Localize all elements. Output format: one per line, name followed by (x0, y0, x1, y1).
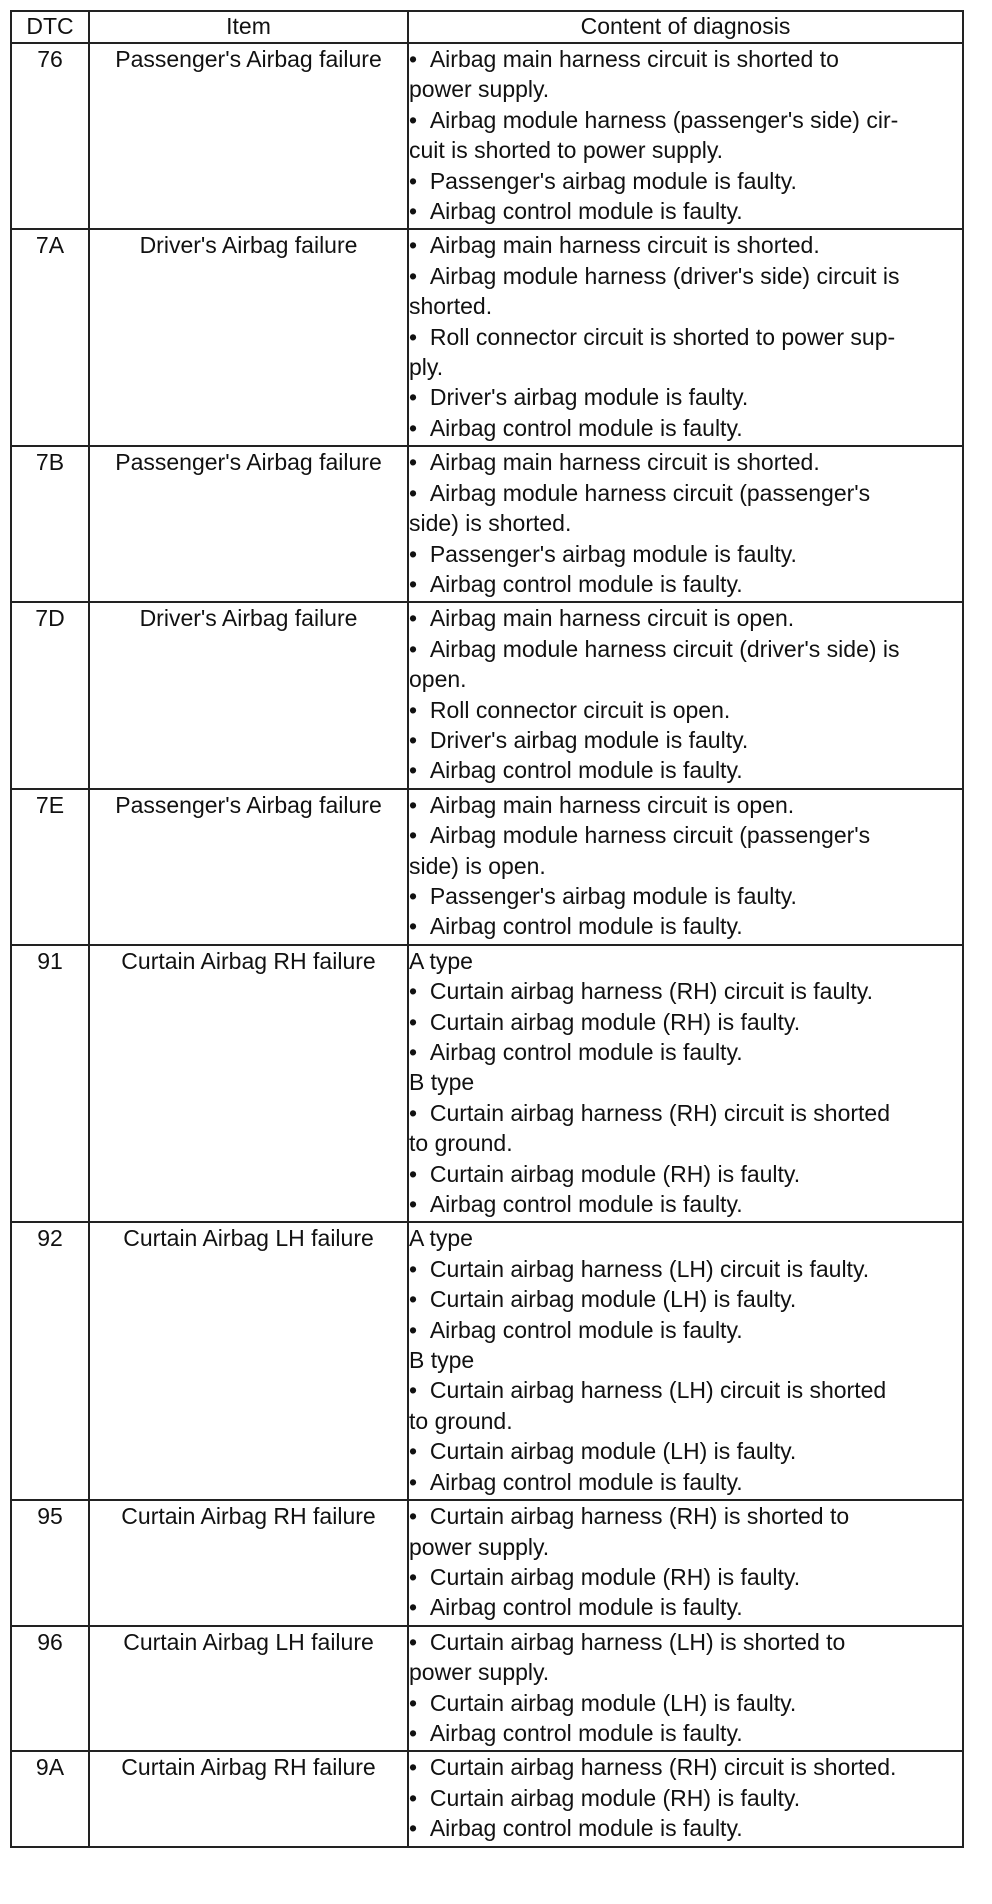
item-cell: Driver's Airbag failure (89, 602, 408, 788)
dtc-code-cell: 91 (11, 945, 89, 1223)
table-row (11, 1751, 963, 1846)
item-cell: Driver's Airbag failure (89, 229, 408, 446)
diagnosis-text-line: power supply. (409, 1533, 550, 1560)
dtc-code-cell: 95 (11, 1500, 89, 1626)
diagnosis-bullet-line: • Driver's airbag module is faulty. (409, 725, 962, 755)
diagnosis-bullet-line: • Curtain airbag module (RH) is faulty. (409, 1562, 962, 1592)
diagnosis-bullet-line: • Curtain airbag module (LH) is faulty. (409, 1284, 962, 1314)
header-content: Content of diagnosis (408, 11, 963, 43)
diagnosis-bullet-line: • Airbag control module is faulty. (409, 413, 962, 443)
diagnosis-text-line: open. (409, 666, 467, 693)
table-body (11, 43, 963, 1847)
diagnosis-content-cell (408, 789, 963, 945)
diagnosis-bullet-line: • Airbag module harness (driver's side) circuit is (409, 261, 962, 291)
diagnosis-bullet-line: • Curtain airbag module (RH) is faulty. (409, 1007, 962, 1037)
diagnosis-bullet-line: • Curtain airbag harness (LH) circuit is shorted (409, 1375, 962, 1405)
diagnosis-bullet-line: • Airbag main harness circuit is open. (409, 603, 962, 633)
diagnosis-content-cell (408, 1500, 963, 1626)
dtc-code-cell: 7A (11, 229, 89, 446)
diagnosis-text-line: B type (409, 1347, 475, 1374)
item-cell: Curtain Airbag RH failure (89, 1500, 408, 1626)
table-row (11, 945, 963, 1223)
dtc-code-cell: 7D (11, 602, 89, 788)
diagnosis-text-line: cuit is shorted to power supply. (409, 137, 724, 164)
diagnosis-bullet-line: • Airbag module harness (passenger's side) cir- (409, 105, 962, 135)
diagnosis-text-line: power supply. (409, 1659, 550, 1686)
diagnosis-bullet-line: • Airbag module harness circuit (passenger's (409, 820, 962, 850)
table-row (11, 1500, 963, 1626)
table-row (11, 1222, 963, 1500)
diagnosis-bullet-line: • Curtain airbag module (RH) is faulty. (409, 1783, 962, 1813)
diagnosis-content-cell (408, 1751, 963, 1846)
diagnosis-bullet-line: • Airbag control module is faulty. (409, 1718, 962, 1748)
dtc-code-cell: 92 (11, 1222, 89, 1500)
diagnosis-bullet-line: • Airbag control module is faulty. (409, 1592, 962, 1622)
diagnosis-bullet-line: • Curtain airbag harness (RH) is shorted to (409, 1501, 962, 1531)
diagnosis-text-line: to ground. (409, 1407, 513, 1434)
diagnosis-bullet-line: • Passenger's airbag module is faulty. (409, 166, 962, 196)
table-header-row (11, 11, 963, 43)
diagnosis-bullet-line: • Curtain airbag harness (RH) circuit is shorted. (409, 1752, 962, 1782)
diagnosis-bullet-line: • Curtain airbag harness (LH) circuit is faulty. (409, 1254, 962, 1284)
table-row (11, 43, 963, 229)
diagnosis-bullet-line: • Airbag control module is faulty. (409, 1189, 962, 1219)
diagnosis-bullet-line: • Curtain airbag harness (RH) circuit is shorted (409, 1098, 962, 1128)
diagnosis-bullet-line: • Passenger's airbag module is faulty. (409, 539, 962, 569)
diagnosis-bullet-line: • Airbag module harness circuit (driver's side) is (409, 634, 962, 664)
diagnosis-bullet-line: • Curtain airbag harness (RH) circuit is faulty. (409, 976, 962, 1006)
item-cell: Passenger's Airbag failure (89, 43, 408, 229)
diagnosis-bullet-line: • Curtain airbag module (LH) is faulty. (409, 1436, 962, 1466)
diagnosis-bullet-line: • Airbag control module is faulty. (409, 569, 962, 599)
diagnosis-content-cell (408, 446, 963, 602)
diagnosis-text-line: A type (409, 1225, 473, 1252)
table-row (11, 446, 963, 602)
diagnosis-bullet-line: • Airbag control module is faulty. (409, 755, 962, 785)
diagnosis-content-cell (408, 1222, 963, 1500)
diagnosis-bullet-line: • Airbag control module is faulty. (409, 1467, 962, 1497)
diagnosis-content-cell (408, 43, 963, 229)
header-dtc: DTC (11, 11, 89, 43)
diagnosis-bullet-line: • Airbag control module is faulty. (409, 1813, 962, 1843)
dtc-code-cell: 96 (11, 1626, 89, 1752)
diagnosis-bullet-line: • Roll connector circuit is open. (409, 695, 962, 725)
diagnosis-content-cell (408, 229, 963, 446)
item-cell: Curtain Airbag LH failure (89, 1222, 408, 1500)
diagnosis-bullet-line: • Airbag control module is faulty. (409, 1037, 962, 1067)
item-cell: Passenger's Airbag failure (89, 789, 408, 945)
dtc-code-cell: 7B (11, 446, 89, 602)
diagnosis-bullet-line: • Airbag control module is faulty. (409, 911, 962, 941)
item-cell: Passenger's Airbag failure (89, 446, 408, 602)
dtc-code-cell: 9A (11, 1751, 89, 1846)
diagnosis-bullet-line: • Driver's airbag module is faulty. (409, 382, 962, 412)
diagnosis-text-line: B type (409, 1069, 475, 1096)
document-page (10, 10, 962, 1848)
diagnosis-bullet-line: • Airbag main harness circuit is shorted. (409, 447, 962, 477)
table-row (11, 602, 963, 788)
diagnosis-bullet-line: • Curtain airbag module (RH) is faulty. (409, 1159, 962, 1189)
diagnosis-bullet-line: • Airbag main harness circuit is open. (409, 790, 962, 820)
diagnosis-text-line: A type (409, 947, 473, 974)
dtc-code-cell: 7E (11, 789, 89, 945)
diagnosis-bullet-line: • Curtain airbag harness (LH) is shorted to (409, 1627, 962, 1657)
diagnosis-bullet-line: • Airbag main harness circuit is shorted to (409, 44, 962, 74)
dtc-code-cell: 76 (11, 43, 89, 229)
diagnosis-text-line: shorted. (409, 293, 493, 320)
item-cell: Curtain Airbag LH failure (89, 1626, 408, 1752)
diagnosis-content-cell (408, 602, 963, 788)
diagnosis-text-line: side) is open. (409, 852, 546, 879)
diagnosis-bullet-line: • Airbag control module is faulty. (409, 196, 962, 226)
dtc-diagnosis-table (10, 10, 964, 1848)
table-row (11, 1626, 963, 1752)
diagnosis-bullet-line: • Curtain airbag module (LH) is faulty. (409, 1688, 962, 1718)
diagnosis-text-line: power supply. (409, 76, 550, 103)
diagnosis-content-cell (408, 945, 963, 1223)
diagnosis-bullet-line: • Airbag control module is faulty. (409, 1315, 962, 1345)
table-row (11, 229, 963, 446)
header-item: Item (89, 11, 408, 43)
diagnosis-text-line: to ground. (409, 1130, 513, 1157)
diagnosis-bullet-line: • Airbag main harness circuit is shorted. (409, 230, 962, 260)
diagnosis-content-cell (408, 1626, 963, 1752)
diagnosis-text-line: side) is shorted. (409, 510, 572, 537)
diagnosis-bullet-line: • Passenger's airbag module is faulty. (409, 881, 962, 911)
item-cell: Curtain Airbag RH failure (89, 945, 408, 1223)
diagnosis-bullet-line: • Roll connector circuit is shorted to power sup- (409, 322, 962, 352)
diagnosis-text-line: ply. (409, 354, 444, 381)
table-row (11, 789, 963, 945)
item-cell: Curtain Airbag RH failure (89, 1751, 408, 1846)
diagnosis-bullet-line: • Airbag module harness circuit (passenger's (409, 478, 962, 508)
